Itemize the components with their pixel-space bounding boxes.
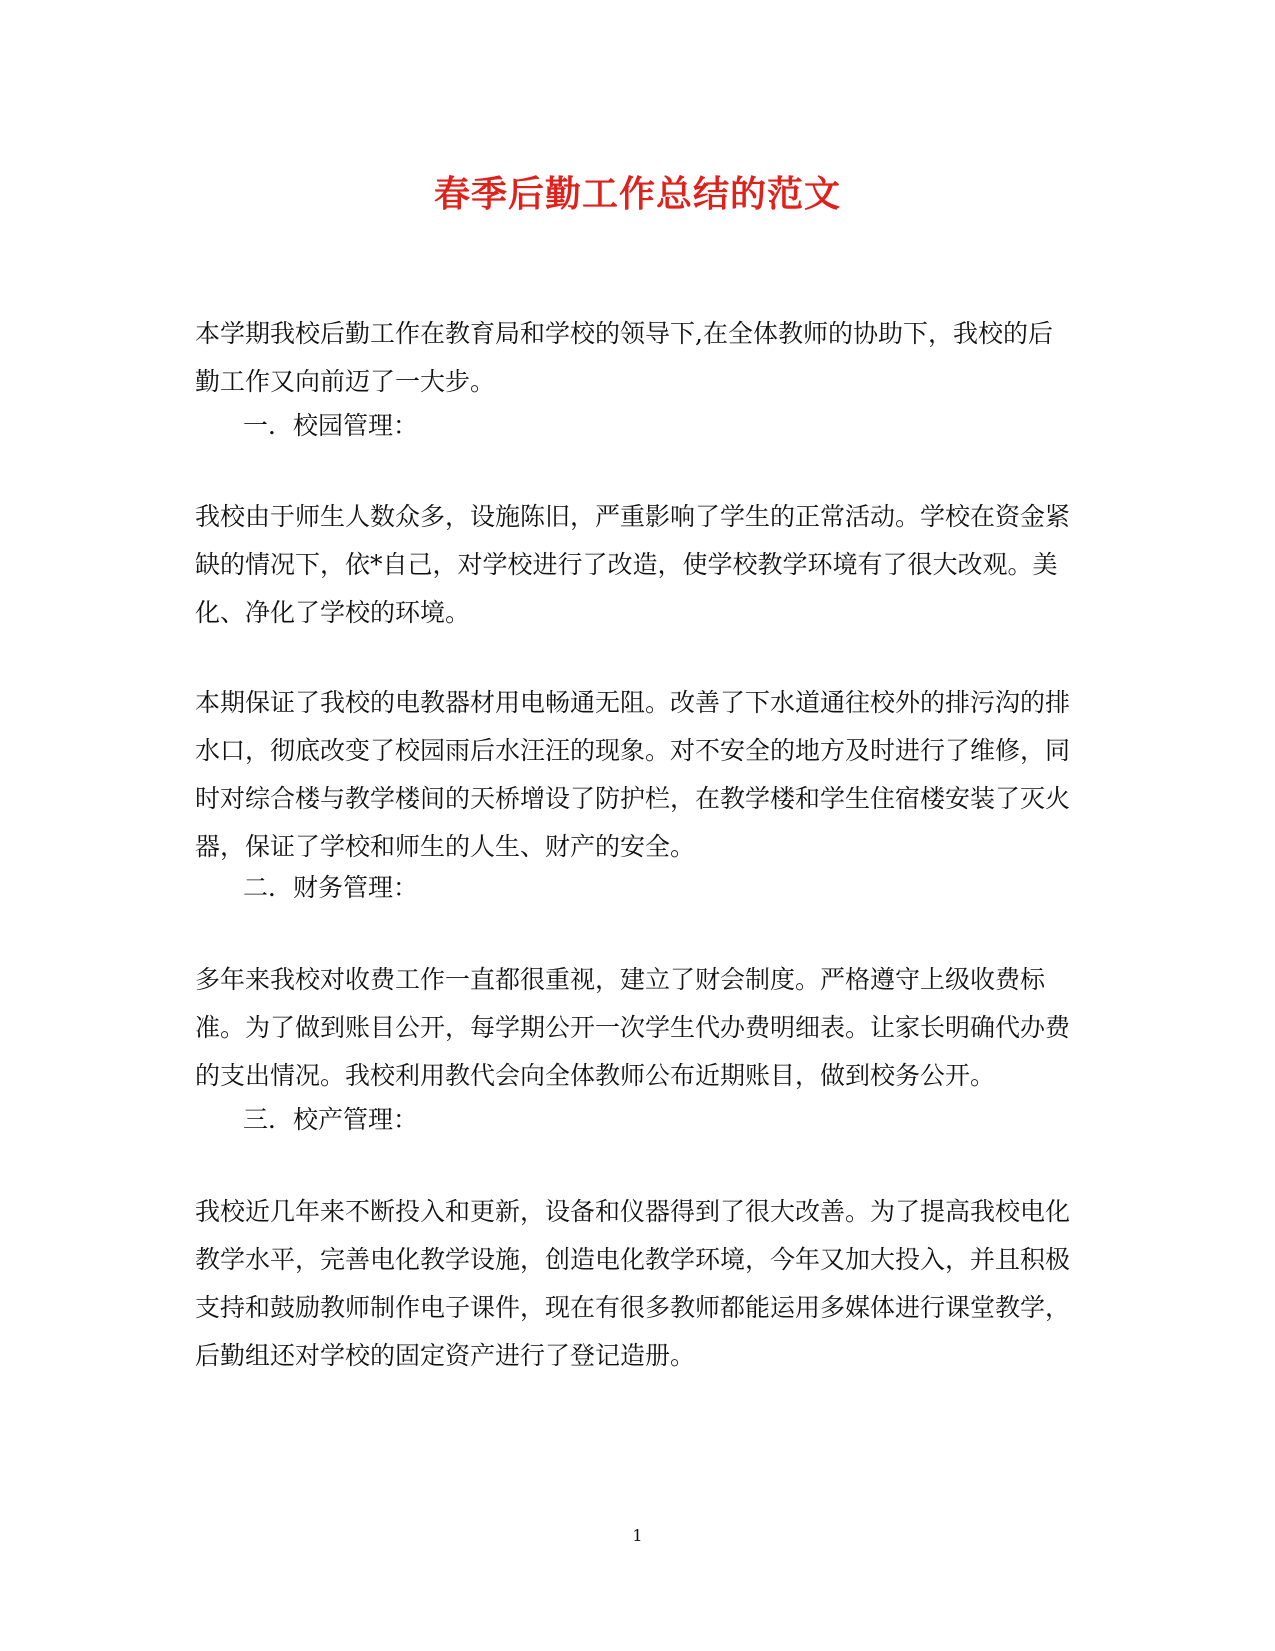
section-heading-campus: 一．校园管理： <box>243 411 419 440</box>
section-heading-finance: 二．财务管理： <box>243 873 419 902</box>
campus-paragraph-2: 本期保证了我校的电教器材用电畅通无阻。改善了下水道通往校外的排污沟的排水口，彻底改变了校园雨后水汪汪的现象。对不安全的地方及时进行了维修，同时对综合楼与教学楼间的天桥增设了防护栏，在教学楼和学生住宿楼安装了灭火器，保证了学校和师生的人生、财产的安全。 <box>195 688 1071 861</box>
page-number: 1 <box>632 1526 643 1545</box>
finance-paragraph: 多年来我校对收费工作一直都很重视，建立了财会制度。严格遵守上级收费标准。为了做到账目公开，每学期公开一次学生代办费明细表。让家长明确代办费的支出情况。我校利用教代会向全体教师公布近期账目，做到校务公开。 <box>195 965 1071 1090</box>
section-heading-assets: 三．校产管理： <box>243 1105 419 1134</box>
document-title: 春季后勤工作总结的范文 <box>433 173 841 215</box>
intro-paragraph: 本学期我校后勤工作在教育局和学校的领导下,在全体教师的协助下，我校的后勤工作又向前迈了一大步。 <box>195 319 1053 396</box>
assets-paragraph: 我校近几年来不断投入和更新，设备和仪器得到了很大改善。为了提高我校电化教学水平，完善电化教学设施，创造电化教学环境，今年又加大投入，并且积极支持和鼓励教师制作电子课件，现在有很多教师都能运用多媒体进行课堂教学，后勤组还对学校的固定资产进行了登记造册。 <box>195 1197 1071 1370</box>
campus-paragraph-1: 我校由于师生人数众多，设施陈旧，严重影响了学生的正常活动。学校在资金紧缺的情况下，依*自己，对学校进行了改造，使学校教学环境有了很大改观。美化、净化了学校的环境。 <box>195 502 1071 627</box>
